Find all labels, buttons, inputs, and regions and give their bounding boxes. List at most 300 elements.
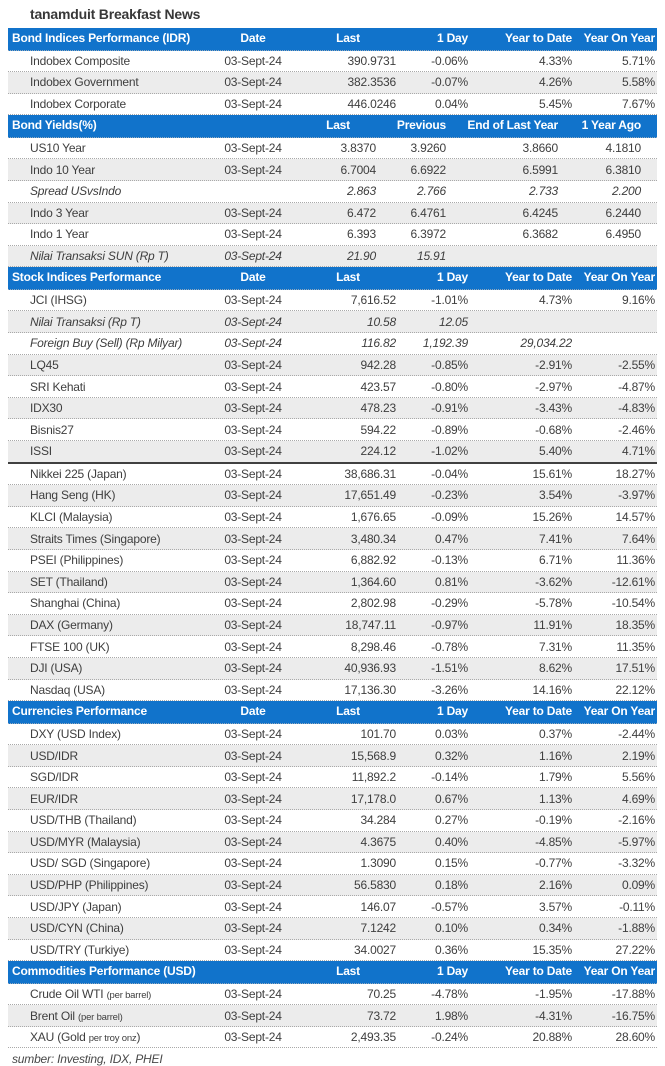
cell-value: 73.72 bbox=[366, 1008, 396, 1023]
cell-value: -4.85% bbox=[535, 834, 572, 849]
cell-value: -2.97% bbox=[535, 379, 572, 394]
cell-value: 594.22 bbox=[360, 422, 396, 437]
cell-date: 03-Sept-24 bbox=[224, 357, 282, 372]
cell-value: 3.8660 bbox=[522, 141, 558, 156]
cell-value: 34.284 bbox=[360, 813, 396, 828]
cell-value: -0.80% bbox=[431, 379, 468, 394]
row-label bbox=[8, 401, 208, 415]
row-label bbox=[8, 163, 208, 177]
row-label-text: SRI Kehati bbox=[30, 379, 86, 394]
row-label bbox=[8, 467, 208, 481]
cell-value: 15.91 bbox=[416, 249, 446, 264]
table-row bbox=[8, 398, 657, 420]
cell-value: 0.27% bbox=[434, 813, 468, 828]
cell-value: 34.0027 bbox=[354, 942, 396, 957]
cell-value: -0.97% bbox=[431, 618, 468, 633]
cell-value: 4.1810 bbox=[605, 141, 641, 156]
cell-date: 03-Sept-24 bbox=[224, 205, 282, 220]
row-label-text: Nikkei 225 (Japan) bbox=[30, 466, 127, 481]
table-row bbox=[8, 680, 657, 702]
table-row bbox=[8, 464, 657, 486]
cell-value: 2.733 bbox=[528, 184, 558, 199]
row-label bbox=[8, 921, 208, 935]
cell-value: 0.03% bbox=[434, 726, 468, 741]
cell-value: 382.3536 bbox=[347, 75, 396, 90]
cell-value: 6.4950 bbox=[605, 227, 641, 242]
column-header: Year On Year bbox=[583, 31, 655, 45]
table-row bbox=[8, 724, 657, 746]
cell-value: 12.05 bbox=[438, 314, 468, 329]
row-label bbox=[8, 813, 208, 827]
cell-value: 0.67% bbox=[434, 791, 468, 806]
row-label bbox=[8, 336, 208, 350]
table-row bbox=[8, 441, 657, 464]
cell-value: -3.26% bbox=[431, 682, 468, 697]
cell-value: 101.70 bbox=[360, 726, 396, 741]
column-header: 1 Day bbox=[436, 31, 468, 45]
row-label bbox=[8, 141, 208, 155]
row-label-text: DJI (USA) bbox=[30, 661, 83, 676]
column-header: Date bbox=[240, 270, 266, 285]
row-label bbox=[8, 596, 208, 610]
cell-date: 03-Sept-24 bbox=[224, 249, 282, 264]
cell-value: 5.40% bbox=[538, 444, 572, 459]
row-label bbox=[8, 553, 208, 567]
section-title: Bond Yields(%) bbox=[12, 118, 97, 133]
row-label-text: Crude Oil WTI bbox=[30, 986, 104, 1001]
cell-value: -2.16% bbox=[618, 813, 655, 828]
cell-value: -4.31% bbox=[535, 1008, 572, 1023]
row-label-text: Straits Times (Singapore) bbox=[30, 531, 161, 546]
column-header: Last bbox=[336, 964, 360, 979]
cell-date: 03-Sept-24 bbox=[224, 748, 282, 763]
row-label bbox=[8, 380, 208, 394]
row-label bbox=[8, 75, 208, 89]
cell-value: 21.90 bbox=[346, 249, 376, 264]
column-header: End of Last Year bbox=[467, 118, 558, 133]
cell-value: 3.8370 bbox=[340, 141, 376, 156]
row-label-text: Spread USvsIndo bbox=[30, 184, 122, 199]
cell-value: 1,676.65 bbox=[350, 510, 396, 525]
section-header-commodities bbox=[8, 961, 657, 984]
row-label bbox=[8, 618, 208, 632]
row-label bbox=[8, 878, 208, 892]
row-label-text: Bisnis27 bbox=[30, 422, 74, 437]
cell-date: 03-Sept-24 bbox=[224, 639, 282, 654]
cell-value: 15,568.9 bbox=[350, 748, 396, 763]
table-row bbox=[8, 940, 657, 962]
cell-date: 03-Sept-24 bbox=[224, 162, 282, 177]
section-header-stock-indices bbox=[8, 267, 657, 290]
cell-date: 03-Sept-24 bbox=[224, 834, 282, 849]
cell-value: -2.55% bbox=[618, 357, 655, 372]
row-label bbox=[8, 987, 208, 1001]
row-label bbox=[8, 749, 208, 763]
table-row bbox=[8, 224, 657, 246]
cell-date: 03-Sept-24 bbox=[224, 336, 282, 351]
cell-value: -3.43% bbox=[535, 401, 572, 416]
table-row bbox=[8, 94, 657, 116]
cell-value: -2.91% bbox=[535, 357, 572, 372]
row-label bbox=[8, 488, 208, 502]
cell-value: 1.13% bbox=[538, 791, 572, 806]
cell-value: 942.28 bbox=[360, 357, 396, 372]
row-label-text: XAU (Gold bbox=[30, 1030, 86, 1045]
cell-value: -0.85% bbox=[431, 357, 468, 372]
cell-value: 116.82 bbox=[361, 336, 396, 351]
section-title: Stock Indices Performance bbox=[12, 270, 162, 285]
row-label-text: USD/TRY (Turkiye) bbox=[30, 942, 130, 957]
cell-date: 03-Sept-24 bbox=[224, 531, 282, 546]
cell-value: 8.62% bbox=[538, 661, 572, 676]
cell-value: -0.78% bbox=[431, 639, 468, 654]
row-label-text: IDX30 bbox=[30, 401, 63, 416]
cell-value: -0.68% bbox=[535, 422, 572, 437]
table-row bbox=[8, 810, 657, 832]
cell-date: 03-Sept-24 bbox=[224, 813, 282, 828]
cell-value: 14.16% bbox=[532, 682, 572, 697]
cell-date: 03-Sept-24 bbox=[224, 596, 282, 611]
cell-value: 18,747.11 bbox=[345, 618, 396, 633]
cell-value: 4.69% bbox=[621, 791, 655, 806]
cell-value: 3.54% bbox=[538, 488, 572, 503]
cell-value: 5.45% bbox=[538, 96, 572, 111]
cell-value: 4.33% bbox=[538, 53, 572, 68]
cell-value: 7.41% bbox=[538, 531, 572, 546]
cell-date: 03-Sept-24 bbox=[224, 899, 282, 914]
cell-value: -0.19% bbox=[535, 813, 572, 828]
row-label-text: US10 Year bbox=[30, 141, 86, 156]
column-header: 1 Year Ago bbox=[581, 118, 641, 133]
row-label bbox=[8, 510, 208, 524]
cell-value: 3,480.34 bbox=[350, 531, 396, 546]
row-label-text: Shanghai (China) bbox=[30, 596, 121, 611]
row-label bbox=[8, 792, 208, 806]
cell-value: 8,298.46 bbox=[350, 639, 396, 654]
table-row bbox=[8, 572, 657, 594]
row-label-tail: ) bbox=[136, 1030, 141, 1045]
table-row bbox=[8, 290, 657, 312]
cell-value: -1.01% bbox=[431, 293, 468, 308]
row-label-text: JCI (IHSG) bbox=[30, 293, 87, 308]
cell-value: 7.67% bbox=[621, 96, 655, 111]
row-label-text: KLCI (Malaysia) bbox=[30, 510, 113, 525]
table-row bbox=[8, 51, 657, 73]
cell-value: 2.19% bbox=[621, 748, 655, 763]
row-label bbox=[8, 770, 208, 784]
cell-value: 224.12 bbox=[360, 444, 396, 459]
cell-value: 27.22% bbox=[615, 942, 655, 957]
cell-value: 28.60% bbox=[615, 1030, 655, 1045]
table-row bbox=[8, 485, 657, 507]
section-title: Currencies Performance bbox=[12, 704, 147, 719]
cell-value: -17.88% bbox=[611, 986, 655, 1001]
cell-value: 4.3675 bbox=[360, 834, 396, 849]
cell-date: 03-Sept-24 bbox=[224, 466, 282, 481]
cell-value: 6.6922 bbox=[410, 162, 446, 177]
row-label-text: ISSI bbox=[30, 444, 52, 459]
cell-value: -5.78% bbox=[535, 596, 572, 611]
cell-value: 446.0246 bbox=[347, 96, 396, 111]
row-label-text: USD/CYN (China) bbox=[30, 921, 124, 936]
table-row bbox=[8, 311, 657, 333]
cell-value: 4.71% bbox=[621, 444, 655, 459]
row-label bbox=[8, 1009, 208, 1023]
cell-value: -5.97% bbox=[618, 834, 655, 849]
section-header-currencies bbox=[8, 701, 657, 724]
cell-value: 15.35% bbox=[532, 942, 572, 957]
cell-value: 15.61% bbox=[532, 466, 572, 481]
table-row bbox=[8, 528, 657, 550]
row-label-text: Indo 1 Year bbox=[30, 227, 89, 242]
row-label bbox=[8, 900, 208, 914]
row-label-small: per troy onz bbox=[88, 1033, 137, 1045]
cell-date: 03-Sept-24 bbox=[224, 96, 282, 111]
cell-value: 22.12% bbox=[615, 682, 655, 697]
row-label-text: Indobex Government bbox=[30, 75, 139, 90]
source-note: sumber: Investing, IDX, PHEI bbox=[12, 1052, 163, 1066]
row-label-text: PSEI (Philippines) bbox=[30, 553, 124, 568]
cell-value: 5.56% bbox=[621, 770, 655, 785]
cell-date: 03-Sept-24 bbox=[224, 227, 282, 242]
cell-value: 9.16% bbox=[621, 293, 655, 308]
cell-value: -0.06% bbox=[431, 53, 468, 68]
table-row bbox=[8, 615, 657, 637]
row-label-text: Indo 10 Year bbox=[30, 162, 96, 177]
cell-value: 38,686.31 bbox=[344, 466, 396, 481]
cell-value: 146.07 bbox=[360, 899, 396, 914]
cell-value: 18.27% bbox=[615, 466, 655, 481]
row-label-text: Hang Seng (HK) bbox=[30, 488, 116, 503]
cell-value: 0.34% bbox=[538, 921, 572, 936]
cell-value: 56.5830 bbox=[354, 878, 396, 893]
cell-date: 03-Sept-24 bbox=[224, 1030, 282, 1045]
cell-value: 7,616.52 bbox=[350, 293, 396, 308]
cell-date: 03-Sept-24 bbox=[224, 488, 282, 503]
cell-value: 7.31% bbox=[538, 639, 572, 654]
cell-value: 0.15% bbox=[434, 856, 468, 871]
cell-value: -3.62% bbox=[535, 574, 572, 589]
cell-value: -0.13% bbox=[431, 553, 468, 568]
column-header: 1 Day bbox=[436, 704, 468, 719]
cell-value: 1,192.39 bbox=[422, 336, 468, 351]
row-label bbox=[8, 358, 208, 372]
row-label-text: USD/THB (Thailand) bbox=[30, 813, 137, 828]
cell-value: 11,892.2 bbox=[351, 770, 396, 785]
row-label bbox=[8, 184, 208, 198]
cell-value: 11.36% bbox=[616, 553, 655, 568]
table-row bbox=[8, 72, 657, 94]
section-title: Bond Indices Performance (IDR) bbox=[12, 31, 191, 45]
cell-date: 03-Sept-24 bbox=[224, 314, 282, 329]
cell-date: 03-Sept-24 bbox=[224, 510, 282, 525]
cell-date: 03-Sept-24 bbox=[224, 856, 282, 871]
row-label bbox=[8, 727, 208, 741]
cell-value: 14.57% bbox=[615, 510, 655, 525]
cell-value: 2.766 bbox=[416, 184, 446, 199]
cell-value: -2.46% bbox=[618, 422, 655, 437]
table-row bbox=[8, 376, 657, 398]
table-row bbox=[8, 593, 657, 615]
cell-value: -3.97% bbox=[618, 488, 655, 503]
cell-value: 0.81% bbox=[434, 574, 468, 589]
column-header: Date bbox=[240, 704, 266, 719]
cell-value: 1.16% bbox=[538, 748, 572, 763]
cell-value: -0.57% bbox=[431, 899, 468, 914]
row-label-text: Nilai Transaksi SUN (Rp T) bbox=[30, 249, 169, 264]
cell-value: 11.91% bbox=[533, 618, 572, 633]
cell-value: -16.75% bbox=[611, 1008, 655, 1023]
column-header: Year On Year bbox=[583, 964, 655, 979]
table-row bbox=[8, 138, 657, 160]
cell-value: 423.57 bbox=[360, 379, 396, 394]
table-row bbox=[8, 507, 657, 529]
cell-value: -4.83% bbox=[618, 401, 655, 416]
column-header: Last bbox=[326, 118, 350, 133]
row-label bbox=[8, 683, 208, 697]
table-row bbox=[8, 159, 657, 181]
cell-value: -0.09% bbox=[431, 510, 468, 525]
cell-value: -0.77% bbox=[535, 856, 572, 871]
row-label bbox=[8, 640, 208, 654]
cell-value: 0.47% bbox=[434, 531, 468, 546]
row-label-text: USD/JPY (Japan) bbox=[30, 899, 122, 914]
cell-value: -4.87% bbox=[618, 379, 655, 394]
column-header: 1 Day bbox=[436, 270, 468, 285]
section-title: Commodities Performance (USD) bbox=[12, 964, 196, 979]
table-row bbox=[8, 767, 657, 789]
cell-value: 2.200 bbox=[611, 184, 641, 199]
cell-value: 6.4245 bbox=[522, 205, 558, 220]
table-row bbox=[8, 333, 657, 355]
cell-date: 03-Sept-24 bbox=[224, 921, 282, 936]
row-label bbox=[8, 293, 208, 307]
cell-date: 03-Sept-24 bbox=[224, 401, 282, 416]
cell-value: 29,034.22 bbox=[520, 336, 572, 351]
row-label-text: USD/ SGD (Singapore) bbox=[30, 856, 151, 871]
cell-value: -12.61% bbox=[611, 574, 655, 589]
cell-date: 03-Sept-24 bbox=[224, 682, 282, 697]
row-label bbox=[8, 661, 208, 675]
row-label bbox=[8, 97, 208, 111]
row-label-small: (per barrel) bbox=[106, 989, 152, 1001]
cell-value: 3.9260 bbox=[410, 141, 446, 156]
table-row bbox=[8, 896, 657, 918]
cell-date: 03-Sept-24 bbox=[224, 1008, 282, 1023]
table-row bbox=[8, 636, 657, 658]
cell-value: 6.472 bbox=[346, 205, 376, 220]
report-table bbox=[8, 28, 657, 1048]
table-row bbox=[8, 1027, 657, 1049]
row-label bbox=[8, 423, 208, 437]
section-header-bond-indices bbox=[8, 28, 657, 51]
cell-value: 1.79% bbox=[538, 770, 572, 785]
cell-value: 6.3972 bbox=[410, 227, 446, 242]
cell-value: 2,802.98 bbox=[350, 596, 396, 611]
cell-value: 7.1242 bbox=[360, 921, 396, 936]
cell-value: -0.04% bbox=[431, 466, 468, 481]
cell-value: 18.35% bbox=[615, 618, 655, 633]
row-label bbox=[8, 315, 208, 329]
cell-value: -10.54% bbox=[611, 596, 655, 611]
row-label-text: Nilai Transaksi (Rp T) bbox=[30, 314, 141, 329]
cell-value: 1,364.60 bbox=[350, 574, 396, 589]
cell-value: 6,882.92 bbox=[350, 553, 396, 568]
cell-date: 03-Sept-24 bbox=[224, 553, 282, 568]
table-row bbox=[8, 355, 657, 377]
cell-date: 03-Sept-24 bbox=[224, 293, 282, 308]
cell-value: 6.3810 bbox=[605, 162, 641, 177]
table-row bbox=[8, 918, 657, 940]
table-row bbox=[8, 832, 657, 854]
cell-date: 03-Sept-24 bbox=[224, 444, 282, 459]
column-header: Last bbox=[336, 31, 360, 45]
cell-value: 2,493.35 bbox=[350, 1030, 396, 1045]
cell-date: 03-Sept-24 bbox=[224, 661, 282, 676]
cell-value: 40,936.93 bbox=[344, 661, 396, 676]
cell-date: 03-Sept-24 bbox=[224, 618, 282, 633]
cell-date: 03-Sept-24 bbox=[224, 770, 282, 785]
row-label-text: EUR/IDR bbox=[30, 791, 78, 806]
cell-value: 6.71% bbox=[538, 553, 572, 568]
table-row bbox=[8, 745, 657, 767]
row-label-text: Indobex Composite bbox=[30, 53, 130, 68]
cell-value: 20.88% bbox=[532, 1030, 572, 1045]
cell-value: 2.16% bbox=[538, 878, 572, 893]
cell-value: 6.393 bbox=[346, 227, 376, 242]
cell-date: 03-Sept-24 bbox=[224, 986, 282, 1001]
column-header: Year to Date bbox=[505, 964, 572, 979]
row-label-text: USD/MYR (Malaysia) bbox=[30, 834, 141, 849]
cell-value: 1.3090 bbox=[360, 856, 396, 871]
cell-date: 03-Sept-24 bbox=[224, 942, 282, 957]
cell-value: 5.71% bbox=[621, 53, 655, 68]
cell-value: 17.51% bbox=[615, 661, 655, 676]
cell-value: 15.26% bbox=[532, 510, 572, 525]
row-label-small: (per barrel) bbox=[78, 1011, 123, 1023]
cell-value: 0.40% bbox=[434, 834, 468, 849]
table-row bbox=[8, 1005, 657, 1027]
table-row bbox=[8, 419, 657, 441]
cell-value: 10.58 bbox=[366, 314, 396, 329]
row-label bbox=[8, 227, 208, 241]
cell-value: 390.9731 bbox=[347, 53, 396, 68]
row-label bbox=[8, 249, 208, 263]
row-label-text: USD/PHP (Philippines) bbox=[30, 878, 149, 893]
cell-value: 4.73% bbox=[538, 293, 572, 308]
table-row bbox=[8, 853, 657, 875]
row-label bbox=[8, 575, 208, 589]
cell-value: -0.14% bbox=[431, 770, 468, 785]
cell-value: -0.89% bbox=[431, 422, 468, 437]
page-title: tanamduit Breakfast News bbox=[30, 6, 201, 22]
cell-value: 17,136.30 bbox=[344, 682, 396, 697]
cell-value: -0.29% bbox=[431, 596, 468, 611]
cell-value: 1.98% bbox=[434, 1008, 468, 1023]
table-row bbox=[8, 984, 657, 1006]
cell-value: 478.23 bbox=[360, 401, 396, 416]
cell-value: -1.88% bbox=[618, 921, 655, 936]
table-row bbox=[8, 788, 657, 810]
cell-date: 03-Sept-24 bbox=[224, 878, 282, 893]
row-label bbox=[8, 1030, 208, 1044]
cell-date: 03-Sept-24 bbox=[224, 574, 282, 589]
row-label bbox=[8, 444, 208, 458]
cell-value: -0.07% bbox=[431, 75, 468, 90]
cell-value: -4.78% bbox=[431, 986, 468, 1001]
column-header: Previous bbox=[396, 118, 446, 133]
column-header: Year to Date bbox=[505, 31, 572, 45]
